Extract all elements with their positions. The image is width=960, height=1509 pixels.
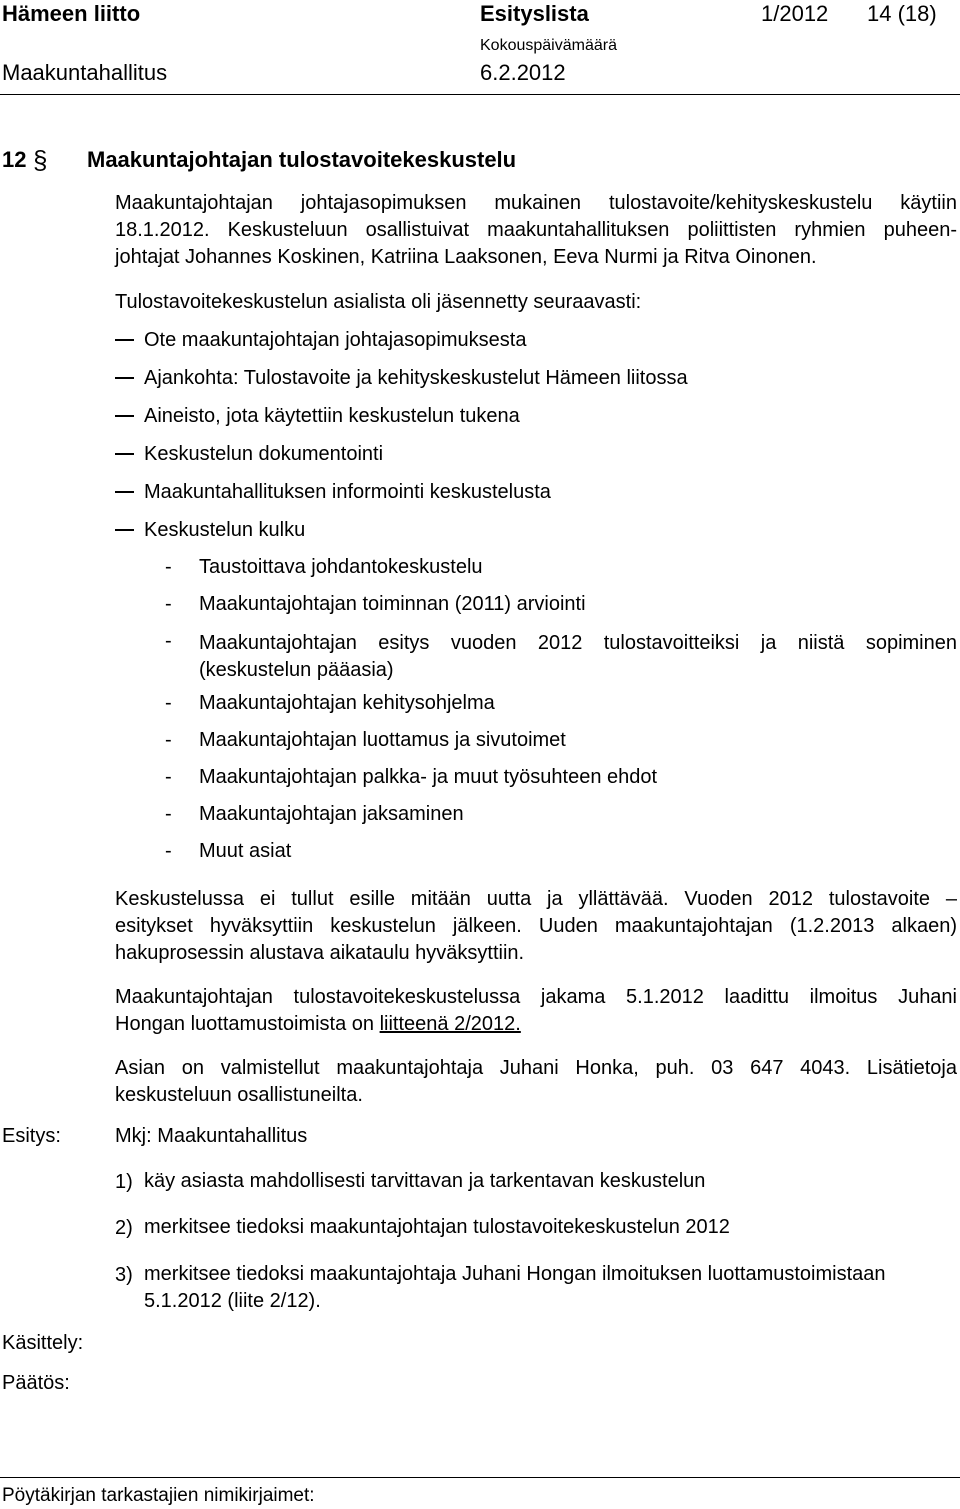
proposal-item: käy asiasta mahdollisesti tarvittavan ja tarkentavan keskustelun xyxy=(144,1170,706,1192)
outcome-line: esitykset hyväksyttiin keskustelun jälkeen. Uuden maakuntajohtajan (1.2.2013 alkaen) xyxy=(115,915,957,937)
dash-marker xyxy=(115,377,134,379)
dash-marker xyxy=(115,339,134,341)
outcome-line: hakuprosessin alustava aikataulu hyväksyttiin. xyxy=(115,942,525,964)
intro-line: Maakuntajohtajan johtajasopimuksen mukainen tulostavoite/kehityskeskustelu käytiin xyxy=(115,192,957,214)
sub-item-marker: - xyxy=(165,729,172,751)
sub-item: Muut asiat xyxy=(199,840,292,862)
proposal-item xyxy=(144,1261,886,1315)
proposal-label: Esitys: xyxy=(2,1125,61,1147)
outcome-line: Keskustelussa ei tullut esille mitään uutta ja yllättävää. Vuoden 2012 tulostavoite – xyxy=(115,888,957,910)
document-number: 1/2012 xyxy=(761,1,829,26)
sub-item: Maakuntajohtajan kehitysohjelma xyxy=(199,692,495,714)
sub-item: Maakuntajohtajan toiminnan (2011) arviointi xyxy=(199,593,586,615)
proposal-item-number: 1) xyxy=(115,1171,133,1193)
prepared-line: keskusteluun osallistuneilta. xyxy=(115,1084,363,1106)
sub-item-marker: - xyxy=(165,692,172,714)
notice-line: Maakuntajohtajan tulostavoitekeskustelussa jakama 5.1.2012 laadittu ilmoitus Juhani xyxy=(115,986,957,1008)
sub-item-marker: - xyxy=(165,593,172,615)
sub-item-marker: - xyxy=(165,630,172,652)
body-name: Maakuntahallitus xyxy=(2,60,168,85)
sub-item-line: Maakuntajohtajan esitys vuoden 2012 tulostavoitteiksi ja niistä sopiminen xyxy=(199,632,957,654)
sub-item: Maakuntajohtajan jaksaminen xyxy=(199,803,464,825)
meeting-date: 6.2.2012 xyxy=(480,60,566,85)
header-divider xyxy=(0,94,960,95)
sub-item-marker: - xyxy=(165,803,172,825)
agenda-item: Keskustelun dokumentointi xyxy=(144,443,384,465)
document-type: Esityslista xyxy=(480,1,589,26)
attachment-link[interactable]: liitteenä 2/2012. xyxy=(379,1013,521,1035)
agenda-item: Keskustelun kulku xyxy=(144,519,306,541)
notice-line xyxy=(115,1011,957,1038)
section-number: 12 xyxy=(2,147,27,172)
footer-divider xyxy=(0,1477,960,1478)
intro-line: johtajat Johannes Koskinen, Katriina Laaksonen, Eeva Nurmi ja Ritva Oinonen. xyxy=(115,246,817,268)
dash-marker xyxy=(115,529,134,531)
proposer: Mkj: Maakuntahallitus xyxy=(115,1125,308,1147)
handling-label: Käsittely: xyxy=(2,1332,84,1354)
intro-line: 18.1.2012. Keskusteluun osallistuivat maakuntahallituksen poliittisten ryhmien puheen- xyxy=(115,219,957,241)
prepared-paragraph xyxy=(115,1055,957,1109)
section-symbol: § xyxy=(33,145,48,175)
agenda-item: Maakuntahallituksen informointi keskustelusta xyxy=(144,481,551,503)
sub-item: Taustoittava johdantokeskustelu xyxy=(199,556,483,578)
agenda-item: Aineisto, jota käytettiin keskustelun tukena xyxy=(144,405,520,427)
sub-item-marker: - xyxy=(165,556,172,578)
sub-item-line: (keskustelun pääasia) xyxy=(199,659,394,681)
outcome-paragraph xyxy=(115,886,957,967)
sub-item: Maakuntajohtajan luottamus ja sivutoimet xyxy=(199,729,566,751)
intro-paragraph xyxy=(115,190,957,271)
signatures-label: Pöytäkirjan tarkastajien nimikirjaimet: xyxy=(2,1485,315,1506)
dash-marker xyxy=(115,491,134,493)
decision-label: Päätös: xyxy=(2,1372,70,1394)
dash-marker xyxy=(115,453,134,455)
sub-item xyxy=(199,630,957,684)
proposal-item-number: 2) xyxy=(115,1217,133,1239)
proposal-item-line: merkitsee tiedoksi maakuntajohtaja Juhani Hongan ilmoituksen luottamustoimistaan xyxy=(144,1263,886,1285)
proposal-item-number: 3) xyxy=(115,1264,133,1286)
sub-item: Maakuntajohtajan palkka- ja muut työsuhteen ehdot xyxy=(199,766,658,788)
agenda-item: Ote maakuntajohtajan johtajasopimuksesta xyxy=(144,329,527,351)
agenda-heading: Tulostavoitekeskustelun asialista oli jäsennetty seuraavasti: xyxy=(115,291,642,313)
proposal-item-line: 5.1.2012 (liite 2/12). xyxy=(144,1290,321,1312)
notice-paragraph xyxy=(115,984,957,1038)
dash-marker xyxy=(115,415,134,417)
org-name: Hämeen liitto xyxy=(2,1,141,26)
proposal-item: merkitsee tiedoksi maakuntajohtajan tulostavoitekeskustelun 2012 xyxy=(144,1216,730,1238)
sub-item-marker: - xyxy=(165,840,172,862)
sub-item-marker: - xyxy=(165,766,172,788)
agenda-item: Ajankohta: Tulostavoite ja kehityskeskustelut Hämeen liitossa xyxy=(144,367,688,389)
section-title: Maakuntajohtajan tulostavoitekeskustelu xyxy=(87,147,517,172)
notice-text: Hongan luottamustoimista on xyxy=(115,1013,380,1035)
prepared-line: Asian on valmistellut maakuntajohtaja Juhani Honka, puh. 03 647 4043. Lisätietoja xyxy=(115,1057,957,1079)
page-number: 14 (18) xyxy=(867,1,937,26)
meeting-date-label: Kokouspäivämäärä xyxy=(480,37,617,54)
